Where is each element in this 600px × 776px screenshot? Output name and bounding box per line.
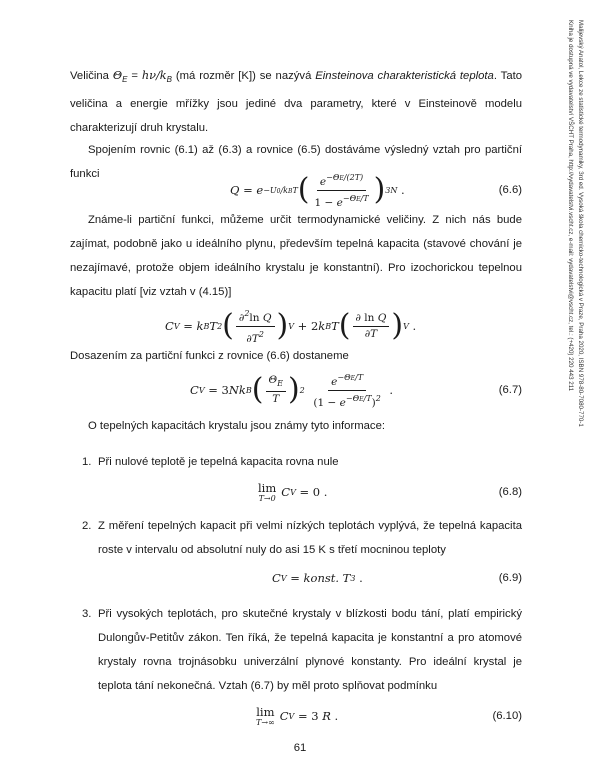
paragraph-substitution: Dosazením za partiční funkci z rovnice (6.6) dostaneme xyxy=(70,350,349,362)
list-item-text: Při vysokých teplotách, pro skutečné krystaly v blízkosti bodu tání, platí empirický Dulongův-Petitův zákon. Ten říká, že tepelná kapacita je konstantní a pro atomové krystaly rovna trojnásobku univerzální plynové konstanty. Pro ideální krystal je teplota tání nekonečná. Vztah (6.7) by měl proto splňovat podmínku xyxy=(98,608,522,692)
equation-6-6: Q = e −U0/kBT ( $\frac{e^{-\Theta E/(2T)}}{1 - e^{-\Theta E/T}}$ ) 3N . (6.6) xyxy=(230,172,522,209)
equation-6-9: C V = konst. T 3 . (6.9) xyxy=(272,571,522,585)
list-item-number: 1. xyxy=(82,456,92,468)
equation-6-8: lim T→0 C V = 0 . (6.8) xyxy=(258,480,522,503)
equation-number-6-9: (6.9) xyxy=(498,572,522,584)
equation-number-6-10: (6.10) xyxy=(492,710,522,722)
term-einstein-temperature: Einsteinova charakteristická teplota xyxy=(315,70,494,82)
list-item-number: 3. xyxy=(82,608,92,620)
paragraph-thermodynamic-quantities: Známe-li partiční funkci, můžeme určit termodynamické veličiny. Z nich nás bude zajímat, podobně jako u ideálního plynu, především tepelná kapacita (stavové chování je nezajímavé, protože objem ideálního krystalu je konstantní). Pro izochorickou tepelnou kapacitu platí [viz vztah v (4.15)] xyxy=(70,214,522,298)
equation-number-6-8: (6.8) xyxy=(498,486,522,498)
side-copyright-note: Malijevský Anatol, Lekce ze statistické termodynamiky, 3rd ed. Vysoká škola chemicko-technologická v Praze, Praha 2020, ISBN 978-80-7080-770-1 Kniha je dostupná ve vydavatelství VŠCHT Praha, http://vydavatelstvi.vscht.cz, e-mail: vydavatelstvi@vscht.cz, tel.: (+420) 220 443 211 xyxy=(567,20,584,427)
page-number: 61 xyxy=(293,742,307,754)
list-item-number: 2. xyxy=(82,520,92,532)
equation-6-10: lim T→∞ C V = 3 R . (6.10) xyxy=(256,704,522,727)
list-item-text: Z měření tepelných kapacit při velmi nízkých teplotách vyplývá, že tepelná kapacita roste v intervalu od absolutní nuly do asi 15 K s třetí mocninou teploty xyxy=(98,520,522,556)
list-item-text: Při nulové teplotě je tepelná kapacita rovna nule xyxy=(98,456,339,468)
paragraph-heat-capacity-facts: O tepelných kapacitách krystalu jsou známy tyto informace: xyxy=(88,420,385,432)
equation-number-6-7: (6.7) xyxy=(498,384,522,396)
paragraph-einstein-temperature: Veličina $\Theta_E = h\nu/k_B$ (má rozměr [K]) se nazývá Einsteinova charakteristická teplota. Tato veličina a energie mřížky jsou jediné dva parametry, které v Einsteinově modelu charakterizují druh krystalu. xyxy=(70,69,523,134)
konst-label: konst. xyxy=(303,571,340,585)
equation-6-7: C V = 3 Nk B ( $\frac{\Theta_E}{T}$ ) 2 $\frac{e^{-\Theta E/T}}{(1 - e^{-\Theta E/T})^2}$ . (6.7) xyxy=(190,372,522,409)
paragraph-partition-intro: Spojením rovnic (6.1) až (6.3) a rovnice (6.5) dostáváme výsledný vztah pro partiční funkci xyxy=(70,144,522,180)
equation-number-6-6: (6.6) xyxy=(498,184,522,196)
equation-heat-capacity-definition: C V = k B T 2 ( $\frac{\partial^2\ln Q}{\partial T^2}$ ) V + 2 k B T ( $\frac{\text{∂ ln Q}}{\partial T}$ ) V . xyxy=(165,308,417,345)
